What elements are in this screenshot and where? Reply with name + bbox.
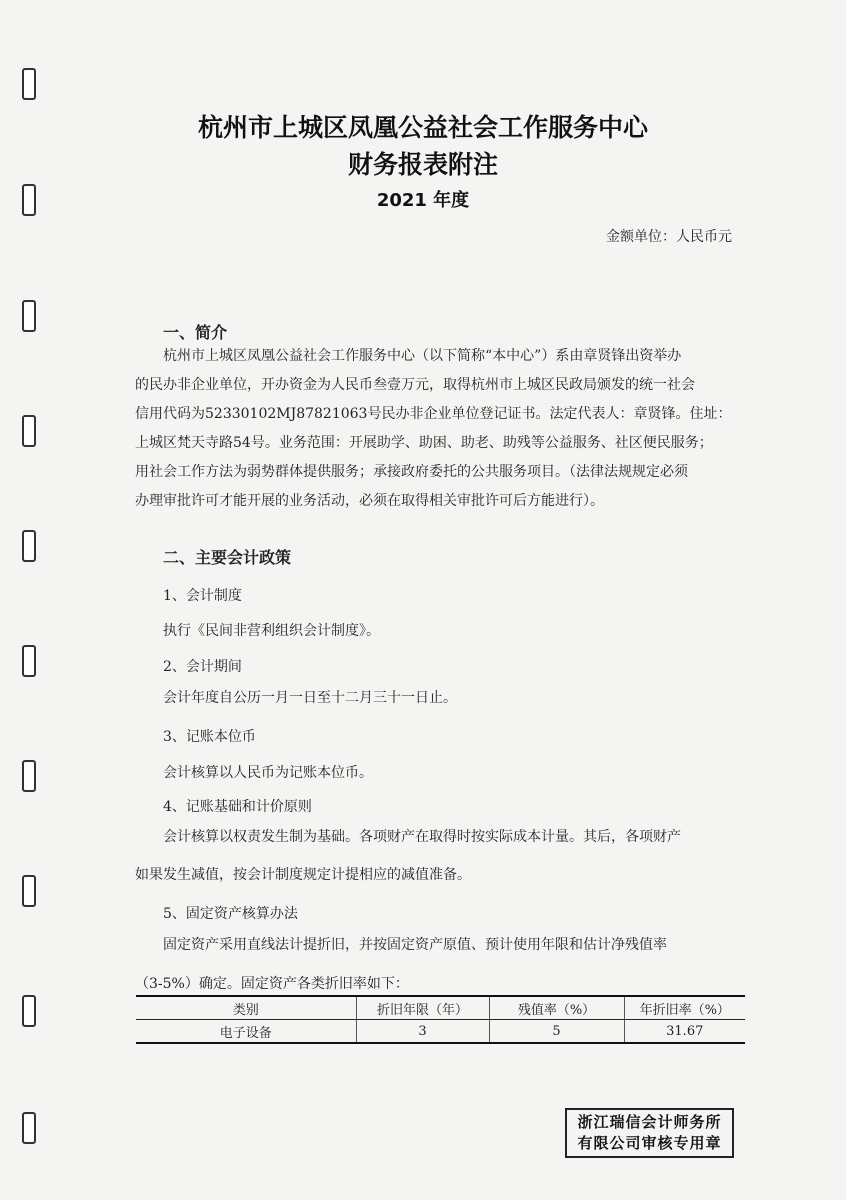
- cell-annual-rate: 31.67: [624, 1020, 745, 1044]
- cell-useful-life: 3: [356, 1020, 489, 1044]
- stamp-line: 有限公司审核专用章: [577, 1134, 722, 1152]
- depreciation-rate-table: [136, 995, 745, 1044]
- policy-item-text: 如果发生减值，按会计制度规定计提相应的减值准备。: [135, 867, 471, 883]
- policy-item-title: 1、会计制度: [163, 588, 242, 604]
- header-useful-life: 折旧年限（年）: [356, 996, 489, 1020]
- report-year: 2021 年度: [376, 190, 470, 211]
- cell-category: 电子设备: [136, 1020, 356, 1044]
- policy-item-text: （3-5%）确定。固定资产各类折旧率如下：: [135, 976, 409, 992]
- header-residual-rate: 残值率（%）: [489, 996, 624, 1020]
- paragraph-line: 杭州市上城区凤凰公益社会工作服务中心（以下简称“本中心”）系由章贤锋出资举办: [163, 348, 682, 364]
- document-subtitle: 财务报表附注: [347, 150, 498, 179]
- policy-item-title: 5、固定资产核算办法: [163, 906, 298, 922]
- binding-hole: [22, 995, 36, 1027]
- policy-item-text: 会计年度自公历一月一日至十二月三十一日止。: [163, 690, 457, 706]
- intro-paragraph: [135, 342, 741, 516]
- policy-item-text: 执行《民间非营利组织会计制度》。: [163, 623, 380, 639]
- binding-hole: [22, 760, 36, 792]
- policy-item-text: 会计核算以权责发生制为基础。各项财产在取得时按实际成本计量。其后，各项财产: [163, 829, 681, 845]
- paragraph-line: 上城区梵天寺路54号。业务范围：开展助学、助困、助老、助残等公益服务、社区便民服务；: [135, 435, 713, 451]
- section-heading-intro: 一、简介: [163, 323, 228, 342]
- binding-hole: [22, 645, 36, 677]
- binding-hole: [22, 300, 36, 332]
- section-heading-policies: 二、主要会计政策: [163, 548, 292, 567]
- table-header-row: [136, 996, 745, 1020]
- cell-residual-rate: 5: [489, 1020, 624, 1044]
- stamp-line: 浙江瑞信会计师务所: [577, 1113, 722, 1131]
- binding-hole: [22, 68, 36, 100]
- policy-item-title: 3、记账本位币: [163, 729, 256, 745]
- paragraph-line: 用社会工作方法为弱势群体提供服务；承接政府委托的公共服务项目。（法律法规规定必须: [135, 464, 688, 480]
- header-category: 类别: [136, 996, 356, 1020]
- policy-item-title: 2、会计期间: [163, 659, 242, 675]
- paragraph-line: 办理审批许可才能开展的业务活动，必须在取得相关审批许可后方能进行）。: [135, 493, 604, 509]
- policy-item-text: 会计核算以人民币为记账本位币。: [163, 765, 373, 781]
- binding-hole: [22, 875, 36, 907]
- document-title: 杭州市上城区凤凰公益社会工作服务中心: [197, 113, 648, 142]
- binding-hole: [22, 1112, 36, 1144]
- audit-stamp: [565, 1108, 734, 1158]
- policy-item-title: 4、记账基础和计价原则: [163, 799, 312, 815]
- paragraph-line: 信用代码为52330102MJ87821063号民办非企业单位登记证书。法定代表人：章贤锋。住址：: [135, 406, 732, 422]
- policy-item-text: 固定资产采用直线法计提折旧，并按固定资产原值、预计使用年限和估计净残值率: [163, 937, 667, 953]
- table-row: [136, 1020, 745, 1044]
- paragraph-line: 的民办非企业单位，开办资金为人民币叁壹万元，取得杭州市上城区民政局颁发的统一社会: [135, 377, 695, 393]
- binding-hole: [22, 530, 36, 562]
- binding-hole: [22, 415, 36, 447]
- currency-unit: 金额单位：人民币元: [606, 229, 732, 245]
- header-annual-rate: 年折旧率（%）: [624, 996, 745, 1020]
